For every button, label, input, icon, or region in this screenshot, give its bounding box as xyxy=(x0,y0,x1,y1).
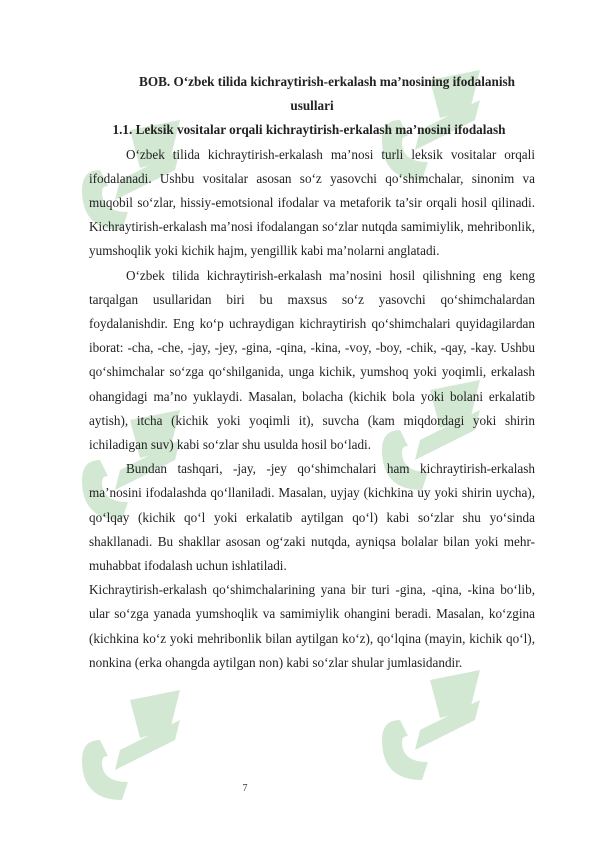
section-title: 1.1. Leksik vositalar orqali kichraytirish-erkalash ma’nosini ifodalash xyxy=(112,122,506,138)
chapter-title-line1: BOB. O‘zbek tilida kichraytirish-erkalash ma’nosining ifodalanish xyxy=(139,74,515,89)
paragraph-3: Bundan tashqari, -jay, -jey qo‘shimchalari ham kichraytirish-erkalash ma’nosini ifodalashda qo‘llaniladi. Masalan, uyjay (kichkina uy yoki shirin uycha), qo‘lqay (kichik qo‘l yoki erkalatib aytilgan qo‘l) kabi so‘zlar shu yo‘sinda shakllanadi. Bu shakllar asosan og‘zaki nutqda, ayniqsa bolalar bilan yoki mehr-muhabbat ifodalash uchun ishlatiladi. xyxy=(89,461,535,574)
chapter-title-line2: usullari xyxy=(290,98,334,114)
paragraph-1: O‘zbek tilida kichraytirish-erkalash ma’nosi turli leksik vositalar orqali ifodalanadi. Ushbu vositalar asosan so‘z yasovchi qo‘shimchalar, sinonim va muqobil so‘zlar, hissiy-emotsional ifodalar va metaforik ta’sir orqali hosil qilinadi. Kichraytirish-erkalash ma’nosi ifodalangan so‘zlar nutqda samimiylik, mehribonlik, yumshoqlik yoki kichik hajm, yengillik kabi ma’nolarni anglatadi. xyxy=(89,146,535,259)
paragraph-4: Kichraytirish-erkalash qo‘shimchalarining yana bir turi -gina, -qina, -kina bo‘lib, ular so‘zga yanada yumshoqlik va samimiylik ohangini beradi. Masalan, ko‘zgina (kichkina ko‘z yoki mehribonlik bilan aytilgan ko‘z), qo‘lqina (mayin, kichik qo‘l), nonkina (erka ohangda aytilgan non) kabi so‘zlar shular jumlasidandir. xyxy=(89,582,535,670)
watermark-logo-icon xyxy=(70,680,220,820)
document-body xyxy=(89,70,535,675)
page-number: 7 xyxy=(242,783,248,794)
paragraph-2: O‘zbek tilida kichraytirish-erkalash ma’nosini hosil qilishning eng keng tarqalgan usullaridan biri bu maxsus so‘z yasovchi qo‘shimchalardan foydalanishdir. Eng ko‘p uchraydigan kichraytirish qo‘shimchalari quyidagilardan iborat: -cha, -che, -jay, -jey, -gina, -qina, -kina, -voy, -boy, -chik, -qay, -kay. Ushbu qo‘shimchalar so‘zga qo‘shilganida, unga kichik, yumshoq yoki yoqimli, erkalash ohangidagi ma’no yuklaydi. Masalan, bolacha (kichik bola yoki bolani erkalatib aytish), itcha (kichik yoki yoqimli it), suvcha (kam miqdordagi yoki shirin ichiladigan suv) kabi so‘zlar shu usulda hosil bo‘ladi. xyxy=(89,267,535,453)
watermark-logo-icon xyxy=(370,660,520,800)
